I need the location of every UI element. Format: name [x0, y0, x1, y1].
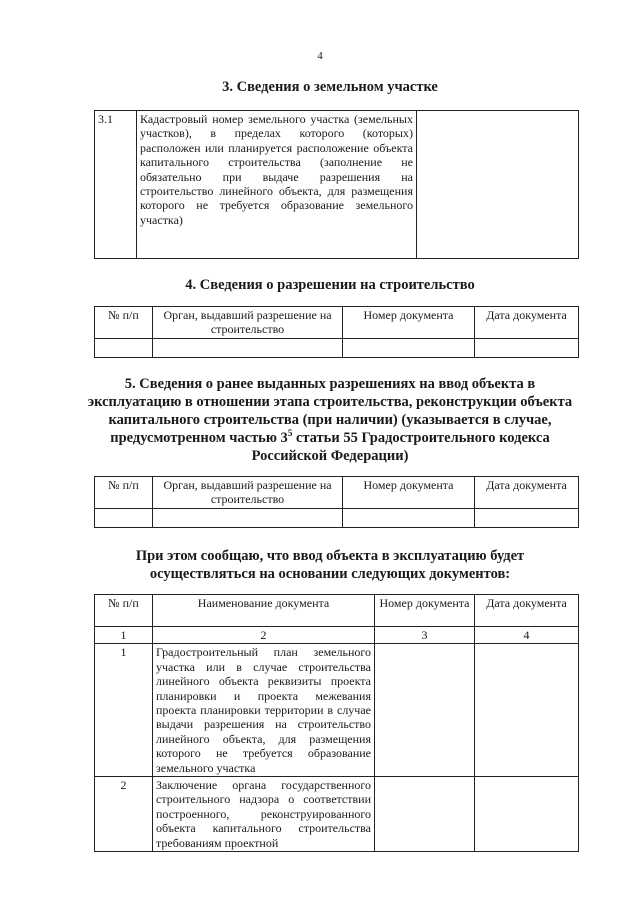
empty-cell[interactable]: [153, 339, 343, 358]
col-issuing-authority-header: Орган, выдавший разрешение на строительство: [153, 477, 343, 509]
table-row: [95, 509, 579, 528]
row-number: 2: [95, 777, 153, 852]
col-document-date-header: Дата документа: [475, 307, 579, 339]
documents-heading: При этом сообщаю, что ввод объекта в эксплуатацию будет осуществляться на основании следующих документов:: [135, 548, 525, 582]
col-number-header: № п/п: [95, 477, 153, 509]
column-index-row: [95, 627, 579, 644]
table-row: [95, 777, 579, 852]
col-issuing-authority-header: Орган, выдавший разрешение на строительство: [153, 307, 343, 339]
col-number-header: № п/п: [95, 307, 153, 339]
cadastral-number-value[interactable]: [417, 111, 579, 259]
document-name: Заключение органа государственного строительного надзора о соответствии построенного, реконструированного объекта капитального строительства требованиям проектной: [153, 777, 375, 852]
document-date-cell[interactable]: [475, 777, 579, 852]
cadastral-number-label: Кадастровый номер земельного участка (земельных участков), в пределах которого (которых) расположен или планируется расположение объекта капитального строительства (заполнение не обязательно при выдаче разрешения на строительство линейного объекта, для размещения которого не требуется образование земельного участка): [137, 111, 417, 259]
document-number-cell[interactable]: [375, 777, 475, 852]
col-document-number-header: Номер документа: [343, 477, 475, 509]
column-index: 1: [95, 627, 153, 644]
section-4-heading: 4. Сведения о разрешении на строительство: [185, 277, 475, 293]
col-number-header: № п/п: [95, 595, 153, 627]
section-5-heading-text-end: статьи 55 Градостроительного кодекса Российской Федерации): [251, 430, 550, 464]
col-document-date-header: Дата документа: [475, 477, 579, 509]
document-date-cell[interactable]: [475, 644, 579, 777]
column-index: 4: [475, 627, 579, 644]
col-document-name-header: Наименование документа: [153, 595, 375, 627]
col-document-number-header: Номер документа: [375, 595, 475, 627]
land-plot-table: [94, 110, 579, 259]
table-header-row: [95, 477, 579, 509]
table-row: [95, 339, 579, 358]
section-5-heading-text: 5. Сведения о ранее выданных разрешениях на ввод объекта в эксплуатацию в отношении этапа строительства, реконструкции объекта капитального строительства (при наличии) (указывается в случае, предусмотренном частью 3: [87, 376, 573, 446]
column-index: 3: [375, 627, 475, 644]
section-3-heading: 3. Сведения о земельном участке: [222, 79, 438, 95]
page-number: 4: [317, 50, 323, 62]
empty-cell[interactable]: [343, 339, 475, 358]
table-header-row: [95, 307, 579, 339]
document-name: Градостроительный план земельного участка или в случае строительства линейного объекта реквизиты проекта планировки и проекта межевания проекта планировки территории в случае выдачи разрешения на строительство линейного объекта, для размещения которого не требуется образование земельного участка: [153, 644, 375, 777]
section-5-heading-superscript: 5: [287, 428, 293, 439]
empty-cell[interactable]: [153, 509, 343, 528]
table-row: [95, 644, 579, 777]
col-document-number-header: Номер документа: [343, 307, 475, 339]
empty-cell[interactable]: [475, 339, 579, 358]
empty-cell[interactable]: [95, 339, 153, 358]
previous-permits-table: [94, 476, 579, 528]
section-5-heading: [80, 375, 580, 465]
col-document-date-header: Дата документа: [475, 595, 579, 627]
row-number: 1: [95, 644, 153, 777]
table-row: [95, 111, 579, 259]
documents-table: [94, 594, 579, 852]
column-index: 2: [153, 627, 375, 644]
empty-cell[interactable]: [343, 509, 475, 528]
empty-cell[interactable]: [475, 509, 579, 528]
empty-cell[interactable]: [95, 509, 153, 528]
document-number-cell[interactable]: [375, 644, 475, 777]
row-number: 3.1: [95, 111, 137, 259]
table-header-row: [95, 595, 579, 627]
building-permit-table: [94, 306, 579, 358]
